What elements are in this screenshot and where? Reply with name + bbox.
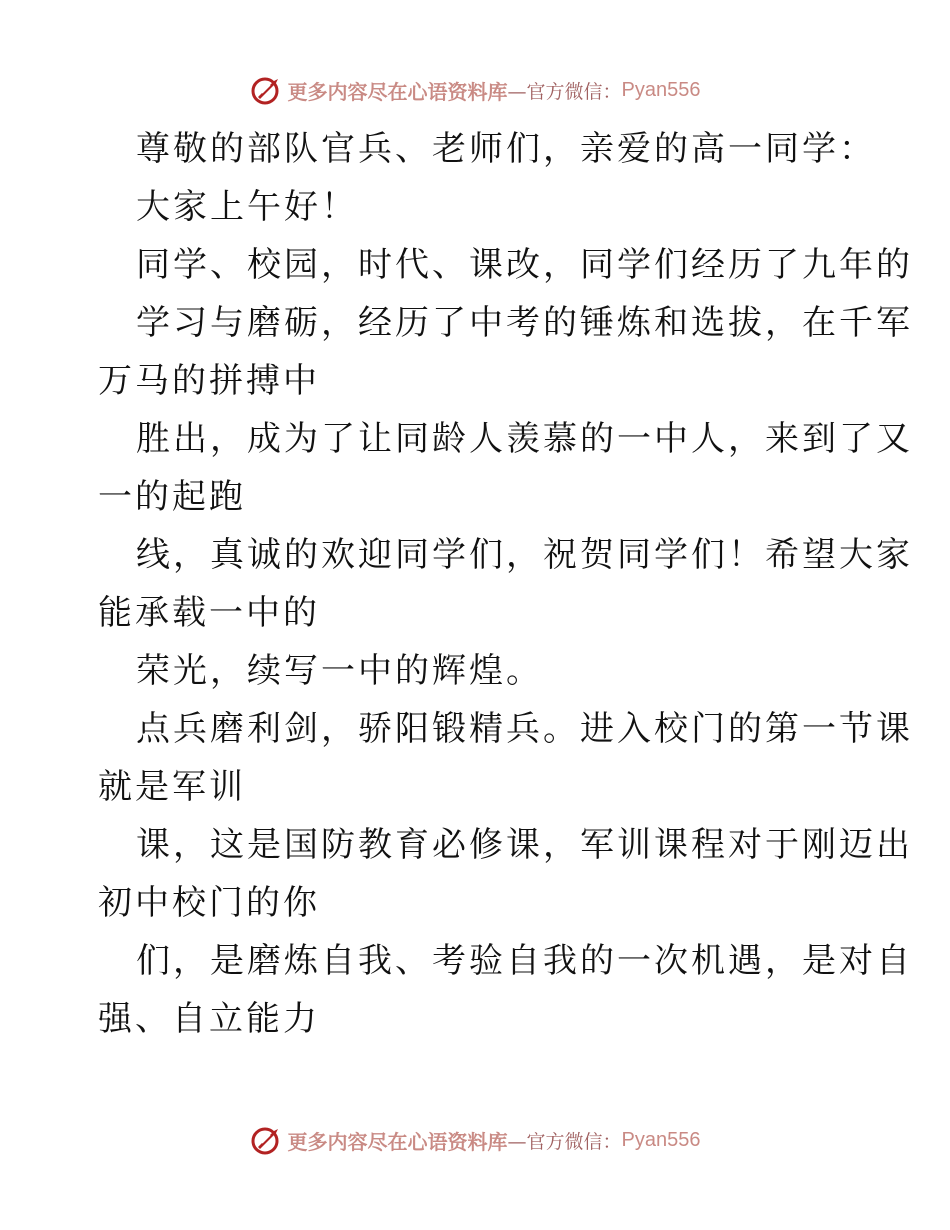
paragraph-line: 点兵磨利剑，骄阳锻精兵。进入校门的第一节课 xyxy=(136,709,913,749)
header-banner xyxy=(0,70,950,110)
header-text-wechat: —官方微信： xyxy=(507,80,622,103)
paragraph-line: 课，这是国防教育必修课，军训课程对于刚迈出 xyxy=(136,825,913,865)
paragraph-line: 万马的拼搏中 xyxy=(98,361,320,401)
paragraph-line: 同学、校园，时代、课改，同学们经历了九年的 xyxy=(136,245,913,285)
footer-banner xyxy=(0,1120,950,1160)
salutation-line: 尊敬的部队官兵、老师们，亲爱的高一同学： xyxy=(136,129,876,169)
quill-logo-icon xyxy=(250,1123,284,1157)
header-text-id: Pyan556 xyxy=(621,78,701,101)
paragraph-line: 一的起跑 xyxy=(98,477,246,517)
footer-text-id: Pyan556 xyxy=(621,1128,701,1151)
paragraph-line: 强、自立能力 xyxy=(98,999,320,1039)
footer-text-main: 更多内容尽在心语资料库 xyxy=(287,1129,508,1154)
paragraph-line: 线，真诚的欢迎同学们，祝贺同学们！希望大家 xyxy=(136,535,913,575)
paragraph-line: 能承载一中的 xyxy=(98,593,320,633)
paragraph-line: 初中校门的你 xyxy=(98,883,320,923)
document-body xyxy=(98,120,913,1048)
paragraph-line: 胜出，成为了让同龄人羡慕的一中人，来到了又 xyxy=(136,419,913,459)
greeting-line: 大家上午好！ xyxy=(136,187,358,227)
paragraph-line: 荣光，续写一中的辉煌。 xyxy=(136,651,543,691)
paragraph-line: 们，是磨炼自我、考验自我的一次机遇，是对自 xyxy=(136,941,913,981)
footer-text-wechat: —官方微信： xyxy=(507,1130,622,1153)
quill-logo-icon xyxy=(250,73,284,107)
header-text-main: 更多内容尽在心语资料库 xyxy=(287,79,508,104)
paragraph-line: 就是军训 xyxy=(98,767,246,807)
paragraph-line: 学习与磨砺，经历了中考的锤炼和选拔，在千军 xyxy=(136,303,913,343)
